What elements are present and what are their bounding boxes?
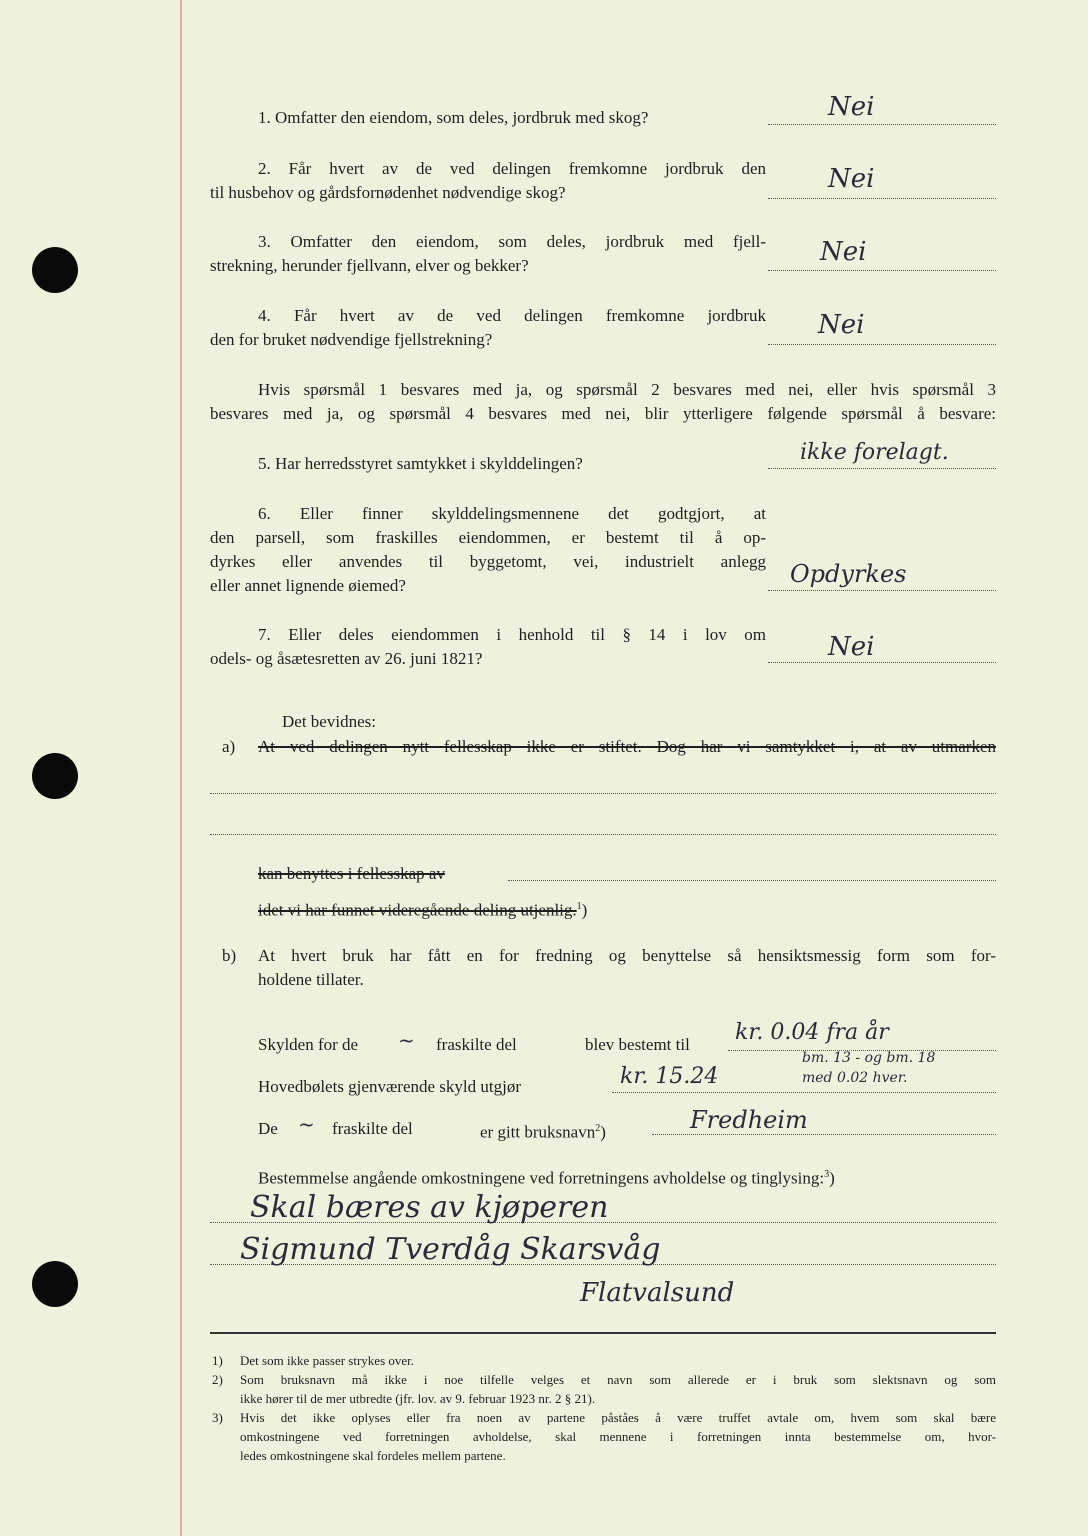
attest-a-text: At ved delingen nytt fellesskap ikke er stiftet. Dog har vi samtykket i, at av utmarken bbox=[258, 737, 996, 756]
blank-line bbox=[210, 793, 996, 794]
footnote-3-mark: 3) bbox=[212, 1410, 223, 1425]
skyld-row3-mid: fraskilte del bbox=[332, 1119, 413, 1138]
bestemmelse-handwriting-3: Flatvalsund bbox=[580, 1278, 735, 1308]
skyld-row3-tail: er gitt bruksnavn bbox=[480, 1122, 596, 1142]
footnote-ref-3: 3 bbox=[824, 1169, 830, 1180]
footnote-2-mark: 2) bbox=[212, 1372, 223, 1387]
answer-q2: Nei bbox=[828, 164, 875, 194]
question-6-line1: 6. Eller finner skylddelingsmennene det godtgjort, at bbox=[258, 504, 766, 523]
skyld-row1-note: bm. 13 - og bm. 18 bbox=[802, 1050, 936, 1066]
margin-line bbox=[180, 0, 182, 1536]
attest-b-line2: holdene tillater. bbox=[258, 970, 364, 989]
bestemmelse-label: Bestemmelse angående omkostningene ved forretningens avholdelse og tinglysing: bbox=[258, 1168, 825, 1188]
answer-line bbox=[768, 198, 996, 199]
question-6-line3: dyrkes eller anvendes til byggetomt, vei, industrielt anlegg bbox=[210, 552, 766, 571]
answer-line bbox=[768, 590, 996, 591]
attest-a-line4: idet vi har funnet videregående deling utjenlig. bbox=[258, 900, 577, 920]
attest-a-line4-wrap bbox=[258, 895, 587, 923]
answer-line bbox=[768, 468, 996, 469]
footnote-3-line3: ledes omkostningene skal fordeles mellem partene. bbox=[240, 1448, 506, 1463]
intro-line1: Hvis spørsmål 1 besvares med ja, og spørsmål 2 besvares med nei, eller hvis spørsmål 3 bbox=[258, 380, 996, 399]
answer-line bbox=[768, 124, 996, 125]
skyld-row1-tail: blev bestemt til bbox=[585, 1035, 690, 1054]
intro-line2: besvares med ja, og spørsmål 4 besvares med nei, blir ytterligere følgende spørsmål å besvare: bbox=[210, 404, 996, 423]
footnote-divider bbox=[210, 1332, 996, 1334]
skyld-row1-label: Skylden for de bbox=[258, 1035, 359, 1054]
question-2-line1: 2. Får hvert av de ved delingen fremkomne jordbruk den bbox=[258, 159, 766, 178]
answer-q3: Nei bbox=[820, 237, 867, 267]
footnote-3-line2: omkostningene ved forretningen avholdelse, skal mennene i forretningen innta bestemmelse om, hvor- bbox=[240, 1429, 996, 1444]
footnote-ref-paren: ) bbox=[600, 1122, 606, 1142]
footnote-1-mark: 1) bbox=[212, 1353, 223, 1368]
question-3-line1: 3. Omfatter den eiendom, som deles, jordbruk med fjell- bbox=[258, 232, 766, 251]
blank-mark: ~ bbox=[298, 1112, 315, 1136]
footnote-ref-paren: ) bbox=[581, 900, 588, 920]
footnote-ref-paren: ) bbox=[829, 1168, 835, 1188]
answer-line bbox=[768, 344, 996, 345]
footnote-ref-2: 2 bbox=[595, 1123, 601, 1134]
blank-line bbox=[210, 834, 996, 835]
attest-b-label: b) bbox=[222, 946, 237, 965]
answer-q4: Nei bbox=[818, 310, 865, 340]
question-6-line4: eller annet lignende øiemed? bbox=[210, 576, 406, 595]
question-4-line2: den for bruket nødvendige fjellstrekning? bbox=[210, 330, 493, 349]
attest-b-line1: At hvert bruk har fått en for fredning og benyttelse så hensiktsmessig form som for- bbox=[258, 946, 996, 965]
attest-a-line3: kan benyttes i fellesskap av bbox=[258, 864, 445, 883]
skyld-row1-mid: fraskilte del bbox=[436, 1035, 517, 1054]
question-2-line2: til husbehov og gårdsfornødenhet nødvendige skog? bbox=[210, 183, 566, 202]
skyld-row3-answer: Fredheim bbox=[690, 1106, 808, 1134]
punch-hole bbox=[32, 753, 78, 799]
question-7-line1: 7. Eller deles eiendommen i henhold til § 14 i lov om bbox=[258, 625, 766, 644]
question-3-line2: strekning, herunder fjellvann, elver og bekker? bbox=[210, 256, 529, 275]
bestemmelse-handwriting-2: Sigmund Tverdåg Skarsvåg bbox=[240, 1232, 661, 1267]
blank-mark: ~ bbox=[398, 1028, 415, 1052]
answer-line bbox=[768, 662, 996, 663]
answer-q7: Nei bbox=[828, 632, 875, 662]
answer-line bbox=[652, 1134, 996, 1135]
blank-line bbox=[508, 880, 996, 881]
bestemmelse-handwriting-1: Skal bæres av kjøperen bbox=[250, 1190, 609, 1225]
bestemmelse-label-wrap bbox=[258, 1163, 835, 1191]
footnote-3-line1: Hvis det ikke oplyses eller fra noen av partene påståes å være truffet avtale om, hvem som skal bære bbox=[240, 1410, 996, 1425]
question-5-text: 5. Har herredsstyret samtykket i skylddelingen? bbox=[258, 454, 583, 473]
answer-line bbox=[612, 1092, 996, 1093]
question-7-line2: odels- og åsætesretten av 26. juni 1821? bbox=[210, 649, 483, 668]
skyld-row3-label: De bbox=[258, 1119, 278, 1138]
answer-line bbox=[768, 270, 996, 271]
question-4-line1: 4. Får hvert av de ved delingen fremkomne jordbruk bbox=[258, 306, 766, 325]
answer-q1: Nei bbox=[828, 92, 875, 122]
skyld-row1-answer: kr. 0.04 fra år bbox=[735, 1020, 889, 1045]
footnote-2-line2: ikke hører til de mer utbredte (jfr. lov. av 9. februar 1923 nr. 2 § 21). bbox=[240, 1391, 596, 1406]
footnote-2-line1: Som bruksnavn må ikke i noe tilfelle velges et navn som allerede er i bruk som slektsnavn og som bbox=[240, 1372, 996, 1387]
skyld-row2-label: Hovedbølets gjenværende skyld utgjør bbox=[258, 1077, 521, 1096]
punch-hole bbox=[32, 247, 78, 293]
question-1-text: 1. Omfatter den eiendom, som deles, jordbruk med skog? bbox=[258, 108, 649, 127]
answer-q5: ikke forelagt. bbox=[800, 440, 949, 465]
attest-heading: Det bevidnes: bbox=[282, 712, 376, 731]
question-6-line2: den parsell, som fraskilles eiendommen, er bestemt til å op- bbox=[210, 528, 766, 547]
answer-q6: Opdyrkes bbox=[790, 560, 907, 588]
attest-a-label: a) bbox=[222, 737, 236, 756]
punch-hole bbox=[32, 1261, 78, 1307]
footnote-ref-1: 1 bbox=[576, 901, 582, 912]
skyld-row2-answer: kr. 15.24 bbox=[620, 1064, 719, 1089]
skyld-row2-note: med 0.02 hver. bbox=[802, 1070, 908, 1086]
skyld-row3-tail-wrap bbox=[480, 1117, 606, 1145]
footnote-1-text: Det som ikke passer strykes over. bbox=[240, 1353, 415, 1368]
